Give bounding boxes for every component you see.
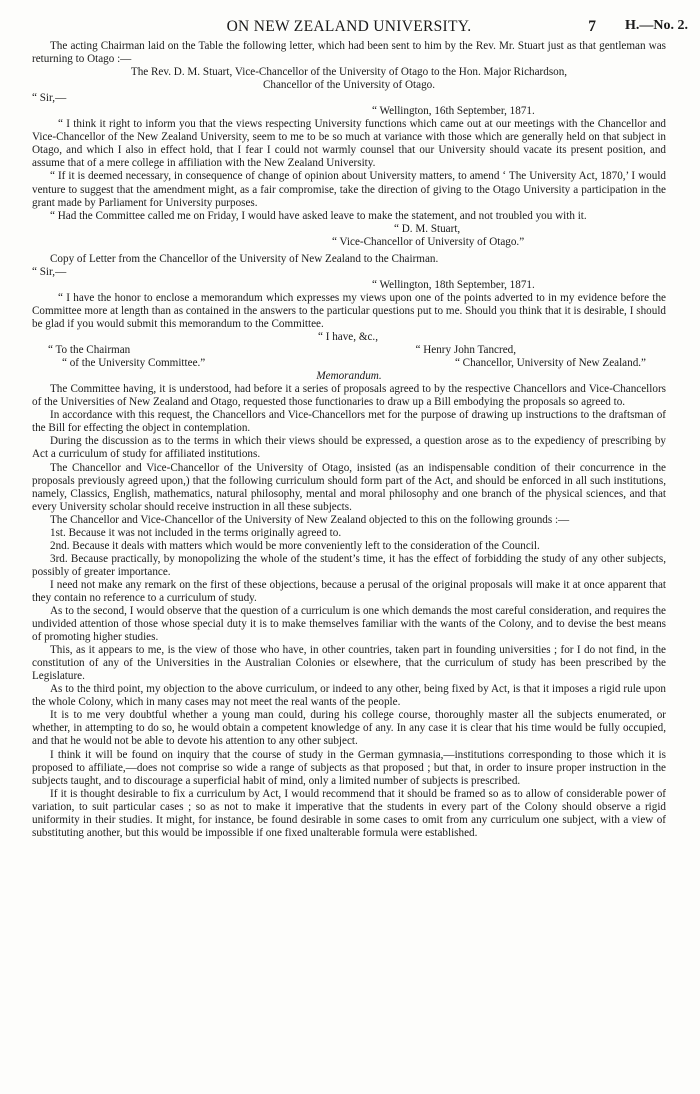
memorandum-paragraph: I think it will be found on inquiry that the course of study in the German gymnasia,—institutions corresponding to those which it is proposed to affiliate,—does not comprise so wide a range of subjects as that proposed ; but that, in order to insure proper instruction in the subjects taught, and to discourage a superficial habit of mind, only a limited number of subjects is prescribed. — [32, 748, 666, 787]
memorandum — [32, 370, 666, 840]
running-title: ON NEW ZEALAND UNIVERSITY. — [226, 18, 472, 35]
objection-item: 3rd. Because practically, by monopolizing the whole of the student’s time, it has the effect of forbidding the study of any other subjects, possibly of greater importance. — [32, 552, 666, 578]
objection-item: 1st. Because it was not included in the terms originally agreed to. — [50, 526, 342, 539]
memorandum-paragraph: The Committee having, it is understood, had before it a series of proposals agreed to by the respective Chancellors and Vice-Chancellors of the Universities of New Zealand and Otago, requested those functionaries to draw up a Bill embodying the proposals so agreed to. — [32, 383, 666, 409]
letter2-salutation: “ Sir,— — [32, 265, 67, 278]
memorandum-paragraph: As to the second, I would observe that the question of a curriculum is one which demands the most careful consideration, and requires the undivided attention of those whose special duty it is to make themselves familiar with the wants of the Colony, and to devise the best means of promoting higher studies. — [32, 605, 666, 644]
letter1-heading-line1: The Rev. D. M. Stuart, Vice-Chancellor of the University of Otago to the Hon. Major Richardson, — [130, 66, 568, 79]
letter1-paragraph: “ I think it right to inform you that the views respecting University functions which came out at our meetings with the Chancellor and Vice-Chancellor of the New Zealand University, seem to me to be so much at variance with those which are generally held on that subject in Otago, and which I also in effect hold, that I fear I could not warmly counsel that our University should vacate its present position, and assume that of a mere college in affiliation with the New Zealand University. — [32, 118, 666, 170]
memorandum-title: Memorandum. — [316, 370, 382, 383]
memorandum-paragraph: It is to me very doubtful whether a young man could, during his college course, thoroughly master all the subjects enumerated, or whether, in attempting to do so, he would obtain a competent knowledge of any. In any case it is clear that his time would be fully occupied, and that he would not be able to devote his attention to any other subject. — [32, 709, 666, 748]
letter2-heading: Copy of Letter from the Chancellor of the University of New Zealand to the Chairman. — [50, 252, 439, 265]
letter1-signature-name: “ D. M. Stuart, — [394, 222, 461, 235]
letter1-dateline: “ Wellington, 16th September, 1871. — [372, 105, 535, 118]
objection-item: 2nd. Because it deals with matters which would be more conveniently left to the consideration of the Council. — [50, 539, 540, 552]
letter-tancred — [32, 253, 666, 370]
letter2-sign-row — [32, 357, 666, 370]
document-body — [32, 40, 666, 840]
letter2-signature-name: “ Henry John Tancred, — [415, 344, 516, 357]
memorandum-paragraph: This, as it appears to me, is the view of those who have, in other countries, taken part in founding universities ; for I do not find, in the constitution of any of the Universities in the Australian Colonies or elsewhere, that the curriculum of study has been prescribed by the Legislature. — [32, 644, 666, 683]
document-reference: H.—No. 2. — [625, 18, 688, 33]
letter2-signature-title: “ Chancellor, University of New Zealand.” — [454, 357, 646, 370]
memorandum-paragraph: During the discussion as to the terms in which their views should be expressed, a question arose as to the expediency of prescribing by Act a curriculum of study for affiliated institutions. — [32, 435, 666, 461]
memorandum-paragraph: In accordance with this request, the Chancellors and Vice-Chancellors met for the purpose of drawing up instructions to the draftsman of the Bill for effecting the object in contemplation. — [32, 409, 666, 435]
memorandum-paragraph: If it is thought desirable to fix a curriculum by Act, I would recommend that it should be framed so as to allow of considerable power of variation, to suit particular cases ; so as not to make it imperative that the students in every part of the Colony should observe a rigid uniformity in their studies. It might, for instance, be found desirable in some cases to omit from any curriculum one subject, with a view of substituting another, but this would be impossible if one fixed unalterable formula were established. — [32, 787, 666, 839]
memorandum-paragraph: The Chancellor and Vice-Chancellor of the University of Otago, insisted (as an indispensable condition of their concurrence in the proposals previously agreed upon,) that the following curriculum should form part of the Act, and should be enforced in all such institutions, namely, Classics, English, mathematics, natural philosophy, mental and moral philosophy and one branch of the physical sciences, and that every University scholar should receive instruction in all these subjects. — [32, 461, 666, 513]
letter2-addressee-line2: “ of the University Committee.” — [62, 357, 206, 370]
letter1-intro: The acting Chairman laid on the Table the following letter, which had been sent to him by the Rev. Mr. Stuart just as that gentleman was returning to Otago :— — [32, 40, 666, 66]
letter2-addressee-line1: “ To the Chairman — [48, 344, 131, 357]
letter2-closing: “ I have, &c., — [318, 331, 379, 344]
letter1-paragraph: “ If it is deemed necessary, in consequence of change of opinion about University matters, to amend ‘ The University Act, 1870,’ I would venture to suggest that the amendment might, as a fair compromise, take the direction of giving to the Otago University a participation in the grant made by Parliament for University purposes. — [32, 170, 666, 209]
letter2-sign-row — [32, 344, 666, 357]
letter1-heading-line2: Chancellor of the University of Otago. — [262, 79, 436, 92]
memorandum-paragraph: The Chancellor and Vice-Chancellor of the University of New Zealand objected to this on the following grounds :— — [50, 513, 570, 526]
page-number: 7 — [588, 18, 596, 35]
letter1-salutation: “ Sir,— — [32, 92, 67, 105]
letter2-paragraph: “ I have the honor to enclose a memorandum which expresses my views upon one of the points adverted to in my evidence before the Committee more at length than as contained in the answers to the particular questions put to me. Should you think that it is desirable, I should be glad if you would submit this memorandum to the Committee. — [32, 291, 666, 330]
letter1-paragraph: “ Had the Committee called me on Friday, I would have asked leave to make the statement, and not troubled you with it. — [50, 209, 587, 222]
letter1-signature-title: “ Vice-Chancellor of University of Otago.” — [332, 235, 525, 248]
letter-stuart — [32, 40, 666, 249]
page-header — [32, 0, 688, 40]
memorandum-paragraph: As to the third point, my objection to the above curriculum, or indeed to any other, being fixed by Act, is that it imposes a rigid rule upon the whole Colony, which in many cases may not meet the real wants of the people. — [32, 683, 666, 709]
memorandum-paragraph: I need not make any remark on the first of these objections, because a perusal of the original proposals will make it at once apparent that they contain no reference to a curriculum of study. — [32, 578, 666, 604]
letter2-dateline: “ Wellington, 18th September, 1871. — [372, 278, 535, 291]
